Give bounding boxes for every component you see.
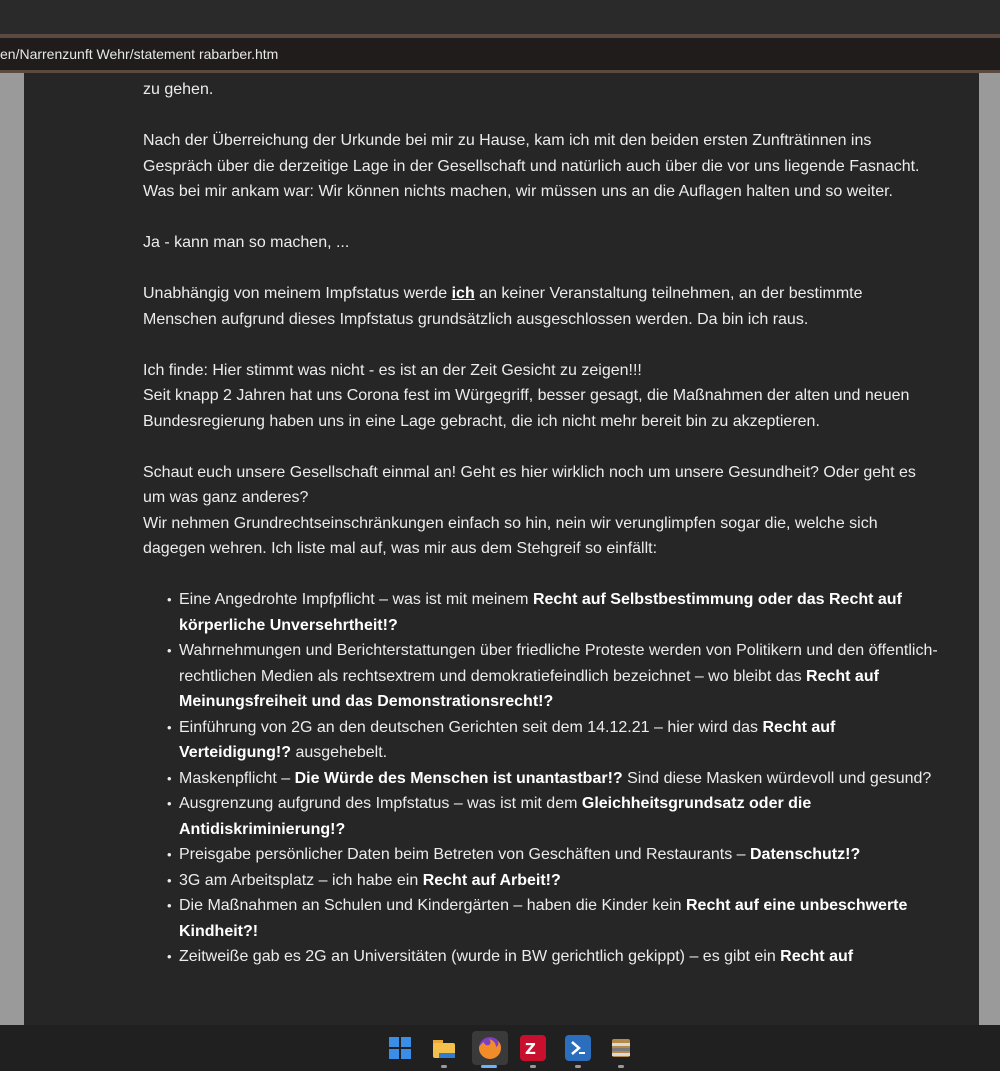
windows-taskbar bbox=[0, 1025, 1000, 1071]
browser-tab-strip bbox=[0, 0, 1000, 34]
clipped-text: zu gehen. bbox=[143, 81, 214, 98]
list-item: • Maskenpflicht – Die Würde des Menschen ist unantastbar!? Sind diese Masken würdevoll und gesund? bbox=[179, 766, 938, 792]
p3-text-c: an keiner Veranstaltung teilnehmen, an der bestimmte Menschen aufgrund dieses Impfstatus grundsätzlich ausgeschlossen werden. Da bin ich raus. bbox=[143, 285, 863, 328]
list-item: • Ausgrenzung aufgrund des Impfstatus – was ist mit dem Gleichheitsgrundsatz oder die Antidiskriminierung!? bbox=[179, 791, 938, 842]
p5-line-b: Wir nehmen Grundrechtseinschränkungen einfach so hin, nein wir verunglimpfen sogar die, welche sich dagegen wehren. Ich liste mal auf, was mir aus dem Stehgreif so einfällt: bbox=[143, 514, 878, 557]
list-item: • Preisgabe persönlicher Daten beim Betreten von Geschäften und Restaurants – Datenschutz!? bbox=[179, 842, 938, 868]
paragraph-urkunde: Nach der Überreichung der Urkunde bei mir zu Hause, kam ich mit den beiden ersten Zunfträtinnen ins Gespräch über die derzeitige Lage in der Gesellschaft und natürlich auch über die vor uns liegende Fasnacht. Was bei mir ankam war: Wir können nichts machen, wir müssen uns an die Auflagen halten und so weiter. bbox=[143, 132, 920, 200]
windows-start-icon[interactable] bbox=[387, 1035, 413, 1061]
list-item: • 3G am Arbeitsplatz – ich habe ein Recht auf Arbeit!? bbox=[179, 868, 938, 894]
p3-text-a: Unabhängig von meinem Impfstatus werde bbox=[143, 285, 452, 302]
paragraph-ja: Ja - kann man so machen, ... bbox=[143, 234, 350, 251]
archive-app-icon[interactable] bbox=[608, 1035, 634, 1061]
running-indicator bbox=[441, 1065, 447, 1068]
paragraph-impfstatus bbox=[143, 281, 938, 332]
powershell-icon[interactable] bbox=[565, 1035, 591, 1061]
grundrechte-list bbox=[143, 587, 938, 970]
file-explorer-icon[interactable] bbox=[431, 1035, 457, 1061]
p4-line-a: Ich finde: Hier stimmt was nicht - es ist an der Zeit Gesicht zu zeigen!!! bbox=[143, 361, 642, 379]
list-item: • Eine Angedrohte Impfpflicht – was ist mit meinem Recht auf Selbstbestimmung oder das Recht auf körperliche Unversehrtheit!? bbox=[179, 587, 938, 638]
list-item: • Wahrnehmungen und Berichterstattungen über friedliche Proteste werden von Politikern und den öffentlich-rechtlichen Medien als rechtsextrem und demokratiefeindlich bezeichnet – wo bleibt das Recht auf Meinungsfreiheit und das Demonstrationsrecht!? bbox=[179, 638, 938, 715]
running-indicator bbox=[575, 1065, 581, 1068]
svg-text:Z: Z bbox=[525, 1040, 536, 1058]
address-bar[interactable] bbox=[0, 38, 1000, 70]
list-item: • Zeitweiße gab es 2G an Universitäten (wurde in BW gerichtlich gekippt) – es gibt ein Recht auf bbox=[179, 944, 938, 970]
p5-line-a: Schaut euch unsere Gesellschaft einmal an! Geht es hier wirklich noch um unsere Gesundheit? Oder geht es um was ganz anderes? bbox=[143, 463, 916, 506]
list-item: • Einführung von 2G an den deutschen Gerichten seit dem 14.12.21 – hier wird das Recht auf Verteidigung!? ausgehebelt. bbox=[179, 715, 938, 766]
page-content bbox=[24, 73, 979, 1025]
p4-line-b: Seit knapp 2 Jahren hat uns Corona fest im Würgegriff, besser gesagt, die Maßnahmen der alten und neuen Bundesregierung haben uns in eine Lage gebracht, die ich nicht mehr bereit bin zu akzeptieren. bbox=[143, 387, 910, 430]
filezilla-icon[interactable] bbox=[520, 1035, 546, 1061]
active-indicator bbox=[481, 1065, 497, 1068]
running-indicator bbox=[530, 1065, 536, 1068]
paragraph-gesicht-zeigen bbox=[143, 358, 938, 435]
firefox-icon[interactable] bbox=[472, 1031, 508, 1065]
article-body bbox=[143, 77, 938, 970]
running-indicator bbox=[618, 1065, 624, 1068]
paragraph-clipped bbox=[143, 77, 938, 103]
emphasis-ich: ich bbox=[451, 285, 475, 302]
list-item: • Die Maßnahmen an Schulen und Kindergärten – haben die Kinder kein Recht auf eine unbeschwerte Kindheit?! bbox=[179, 893, 938, 944]
address-url: en/Narrenzunft Wehr/statement rabarber.htm bbox=[0, 46, 279, 62]
paragraph-gesellschaft bbox=[143, 460, 938, 562]
